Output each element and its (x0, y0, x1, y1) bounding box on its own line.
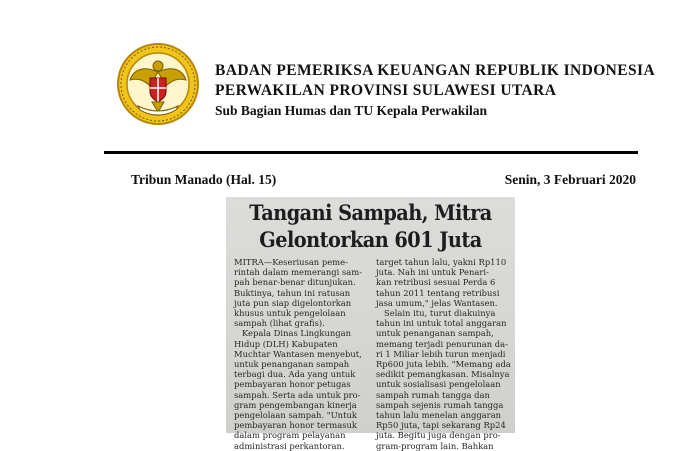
article-line: untuk penanganan sampah (234, 359, 350, 370)
article-line: tahun ini untuk total anggaran (376, 318, 507, 329)
publication-date: Senin, 3 Februari 2020 (504, 172, 636, 187)
article-line: juta pun siap digelontorkan (234, 297, 352, 308)
article-line: terbagi dua. Ada yang untuk (234, 369, 356, 380)
article-line: sampah. Serta ada untuk pro- (234, 389, 361, 400)
article-line: Buktinya, tahun ini ratusan (234, 287, 351, 298)
letterhead (215, 61, 675, 121)
article-line: pengelolaan sampah. "Untuk (234, 410, 357, 421)
article-line: Hidup (DLH) Kabupaten (234, 338, 338, 349)
header-divider (104, 151, 638, 154)
article-line: tahun lalu menelan anggaran (376, 410, 502, 421)
article-line: sampah sejenis rumah tangga (376, 399, 504, 410)
article-line: MITRA—Keseriusan peme- (234, 257, 348, 267)
division-name: Sub Bagian Humas dan TU Kepala Perwakilan (215, 103, 488, 118)
article-line: untuk sosialisasi pengelolaan (376, 379, 501, 390)
article-line: ri 1 Miliar lebih turun menjadi (376, 348, 506, 359)
article-line: Rp50 juta, tapi sekarang Rp24 (376, 420, 506, 431)
article-line: target tahun lalu, yakni Rp110 (376, 257, 507, 267)
newspaper-source: Tribun Manado (Hal. 15) (131, 172, 277, 187)
article-line: Muchtar Wantasen menyebut, (234, 348, 362, 359)
bpk-emblem-logo (116, 42, 200, 126)
article-line: Selain itu, turut diakuinya (384, 308, 496, 319)
article-line: Rp600 juta lebih. "Memang ada (376, 359, 511, 370)
article-line: sampah rumah tangga dan (376, 389, 490, 400)
article-line: administrasi perkantoran. (234, 440, 345, 451)
newspaper-clipping (226, 197, 515, 451)
article-line: memang terjadi penurunan da- (376, 338, 508, 349)
article-line: khusus untuk pengelolaan (234, 308, 346, 319)
article-line: gram-program lain. Bahkan (376, 440, 494, 451)
clipping-headline-line1: Tangani Sampah, Mitra (249, 200, 492, 225)
article-line: pembayaran honor termasuk (234, 420, 357, 431)
article-line: rintah dalam memerangi sam- (234, 267, 363, 278)
article-line: untuk penanganan sampah, (376, 328, 494, 339)
clipping-headline-line2: Gelontorkan 601 Juta (259, 227, 482, 252)
branch-name: PERWAKILAN PROVINSI SULAWESI UTARA (215, 82, 557, 99)
article-column-right (376, 257, 511, 451)
article-line: jasa umum," jelas Wantasen. (376, 297, 498, 308)
article-line: gram pengembangan kinerja (234, 399, 357, 410)
article-line: juta. Nah ini untuk Penari- (376, 267, 489, 278)
article-line: Kepala Dinas Lingkungan (242, 328, 352, 339)
institution-name: BADAN PEMERIKSA KEUANGAN REPUBLIK INDONESIA (215, 62, 656, 79)
article-line: juta. Begitu juga dengan pro- (376, 430, 501, 441)
article-line: dalam program pelayanan (234, 430, 346, 441)
article-column-left (234, 257, 364, 451)
article-line: pah benar-benar ditunjukan. (234, 277, 356, 288)
article-line: kan retribusi sesuai Perda 6 (376, 277, 496, 288)
article-line: tahun 2011 tentang retribusi (376, 287, 500, 298)
article-line: sedikit pemangkasan. Misalnya (376, 369, 510, 380)
article-line: pembayaran honor petugas (234, 379, 351, 390)
article-line: sampah (lihat grafis). (234, 318, 325, 329)
